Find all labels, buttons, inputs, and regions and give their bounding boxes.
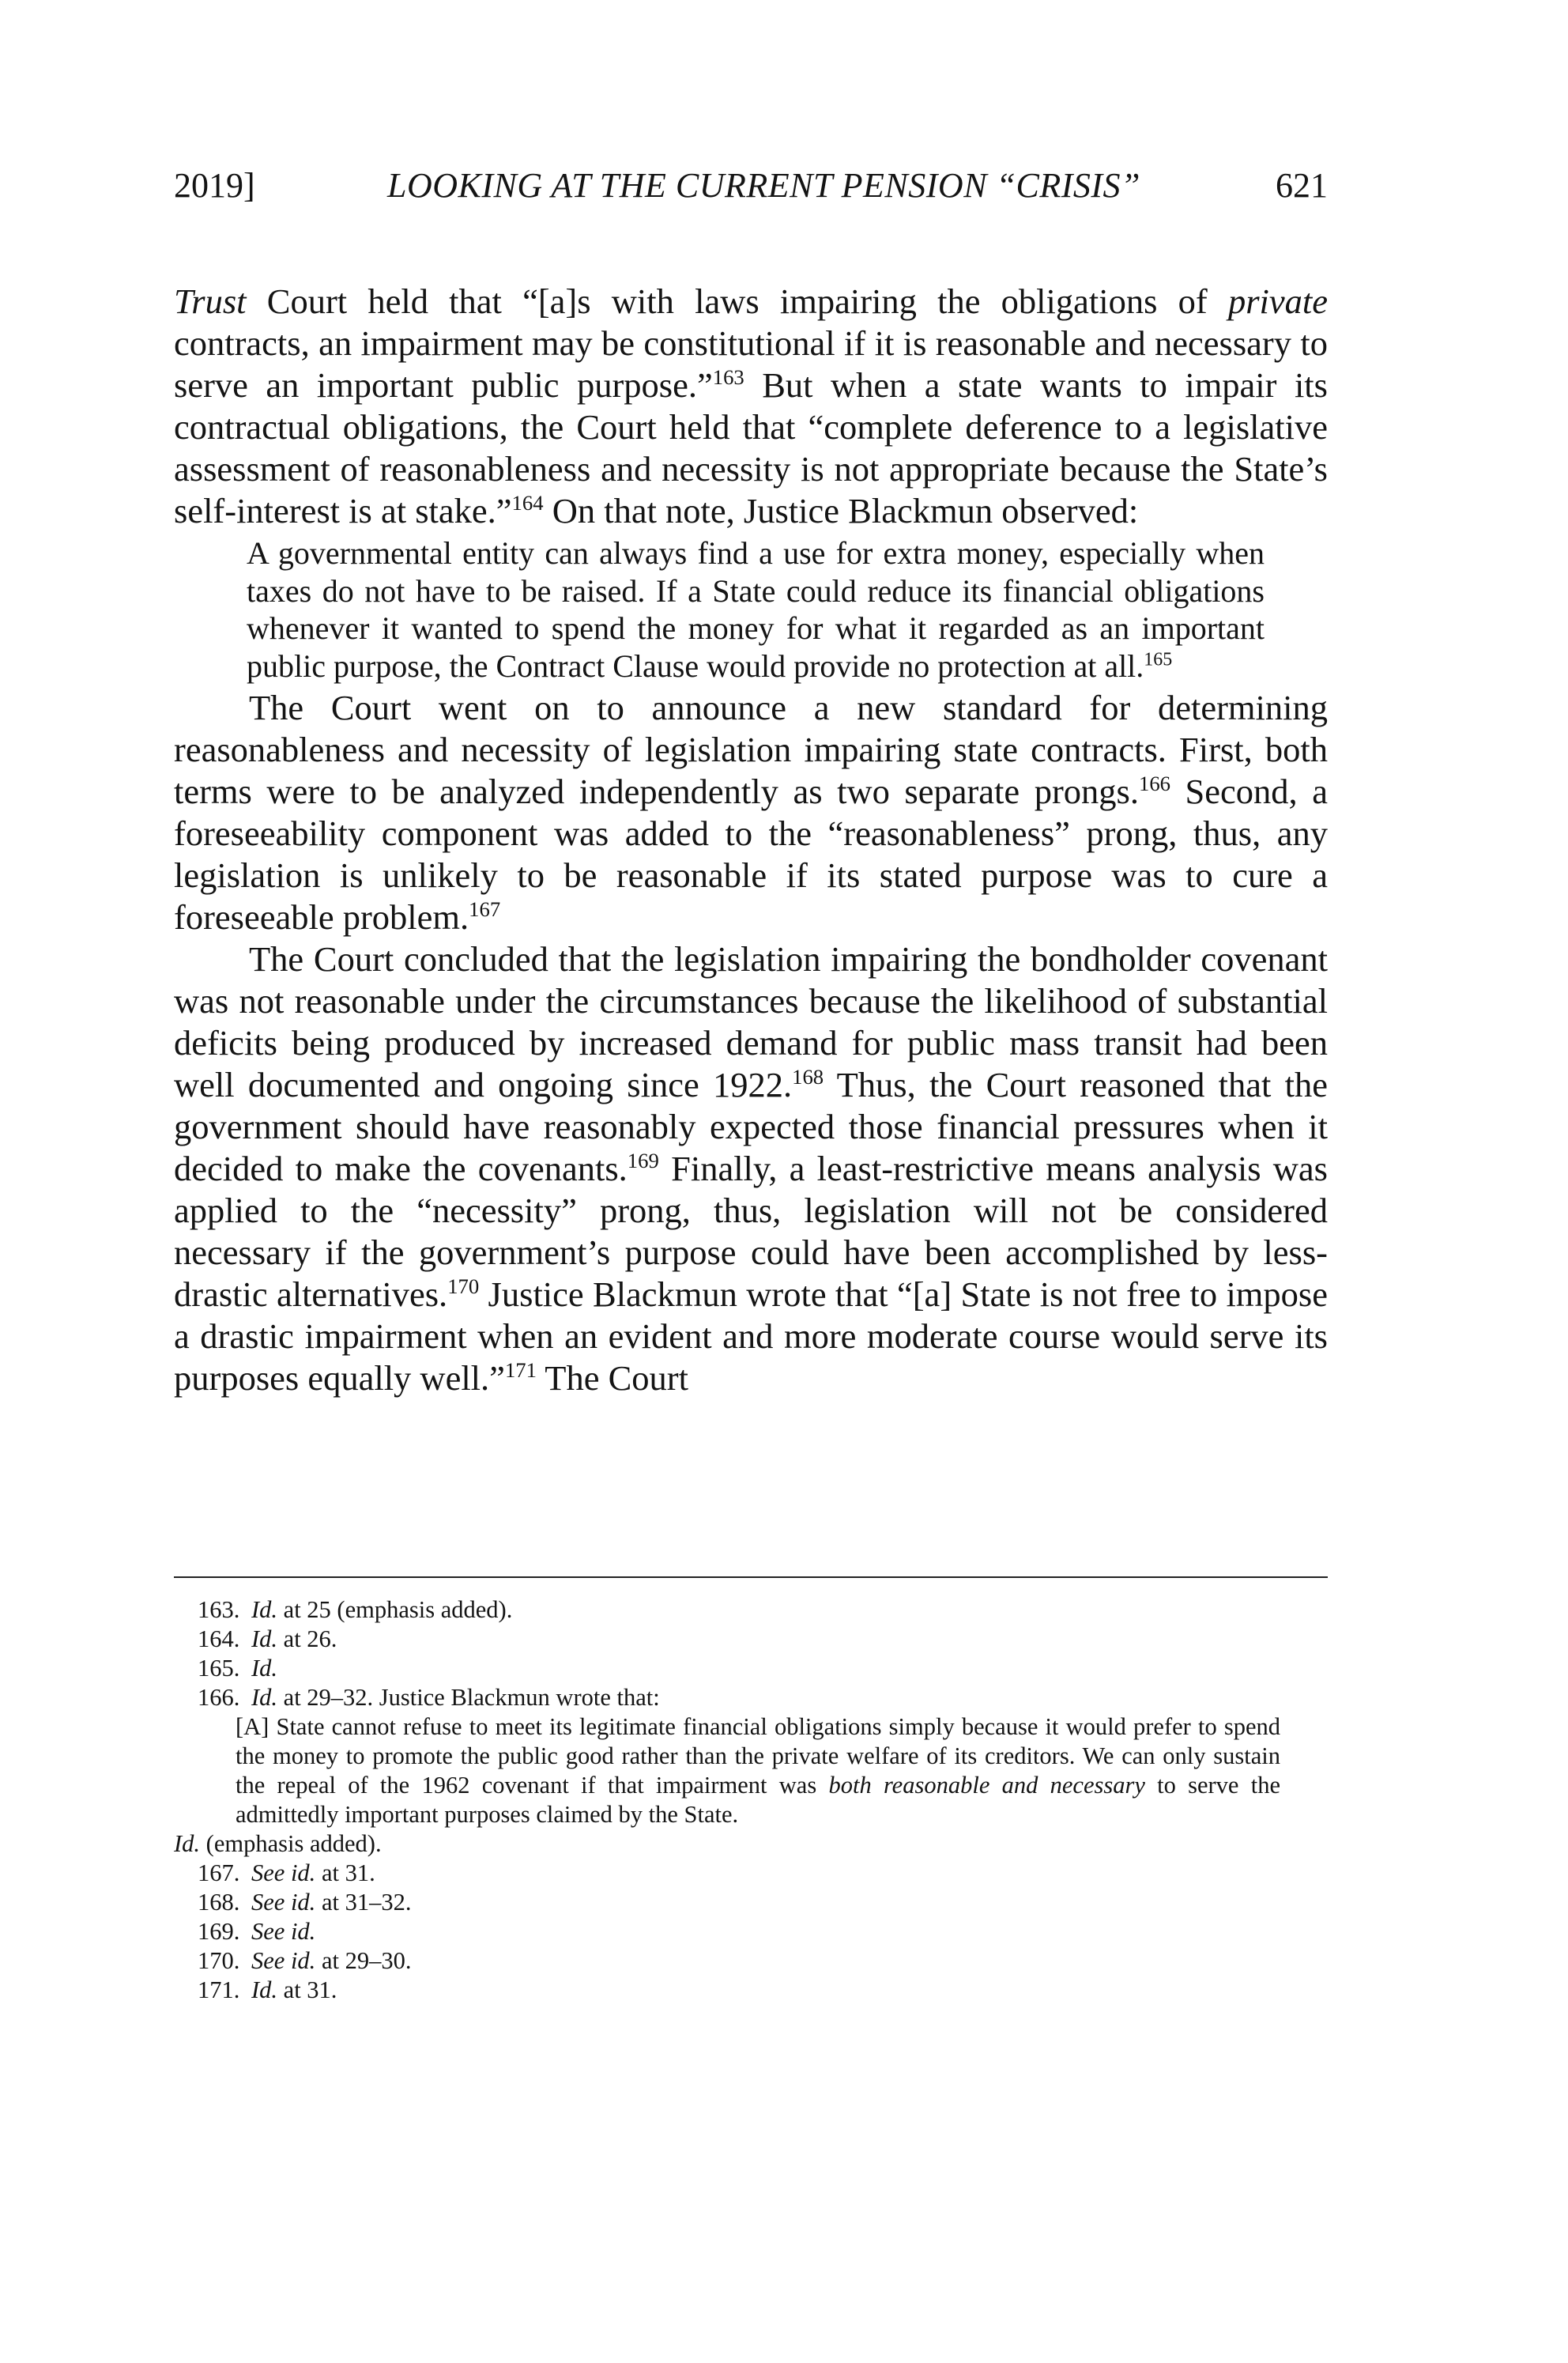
citation-signal: Id. [174,1830,201,1857]
footnote-number: 169. [198,1918,240,1945]
footnote-ref: 171 [504,1358,537,1383]
citation-signal: See id. [251,1947,316,1974]
citation-signal: Id. [251,1625,278,1652]
paragraph-3 [174,938,1328,1399]
footnote-number: 166. [198,1684,240,1711]
footnote-text: at 29–32. Justice Blackmun wrote that: [277,1684,660,1711]
footnote-166-quote [174,1712,1328,1829]
footnote-number: 167. [198,1859,240,1886]
text-run: Finally, a least-restrictive means analysis was applied to the “necessity” prong, thus, legislation will not be considered necessary if the government’s purpose could have been accomplished by less-drastic alternatives. [174,1149,1328,1314]
footnote-ref: 163 [712,365,744,390]
text-run: Justice Blackmun wrote that “[a] State is not free to impose a drastic impairment when an evident and more moderate course would serve its purposes equally well.” [174,1274,1328,1398]
footnote-164 [174,1625,1328,1654]
footnote-text: at 31. [277,1976,337,2003]
citation-signal: Id. [251,1684,278,1711]
emphasis-private: private [1227,281,1328,321]
block-quote [174,534,1328,685]
footnote-ref: 165 [1144,649,1173,670]
running-header [174,162,1328,209]
case-name-trust: Trust [174,281,247,321]
citation-signal: Id. [251,1976,278,2003]
text-run: contracts, an impairment may be constitutional if it is reasonable and necessary to serve an important public purpose.” [174,323,1328,405]
text-run: The Court went on to announce a new standard for determining reasonableness and necessity of legislation impairing state contracts. First, both terms were to be analyzed independently as two separate prongs. [174,688,1328,811]
paragraph-2 [174,687,1328,938]
footnote-170 [174,1946,1328,1976]
text-run: Thus, the Court reasoned that the government should have reasonably expected those financial pressures when it decided to make the covenants. [174,1065,1328,1188]
footnote-ref: 168 [792,1065,824,1089]
footnote-ref: 164 [511,491,544,515]
footnote-ref: 167 [469,897,501,922]
footnote-167 [174,1859,1328,1888]
footnote-number: 163. [198,1596,240,1623]
footnote-text: at 31. [315,1859,375,1886]
emphasis: both reasonable and necessary [828,1772,1145,1799]
text-run: The Court [536,1358,688,1398]
footnote-number: 165. [198,1655,240,1682]
citation-signal: Id. [251,1655,278,1682]
text-run: On that note, Justice Blackmun observed: [543,491,1139,530]
text-run: Court held that “[a]s with laws impairing the obligations of [246,281,1228,321]
text-run: The Court concluded that the legislation impairing the bondholder covenant was not reasonable under the circumstances because the likelihood of substantial deficits being produced by increased demand for public mass transit had been well documented and ongoing since 1922. [174,939,1328,1104]
quote-text: A governmental entity can always find a use for extra money, especially when taxes do not have to be raised. If a State could reduce its financial obligations whenever it wanted to spend the money for what it regarded as an important public purpose, the Contract Clause would provide no protection at all. [247,535,1265,684]
quote-text: to serve the admittedly important purposes claimed by the State. [236,1772,1280,1828]
footnote-number: 164. [198,1625,240,1652]
citation-signal: See id. [251,1889,316,1916]
footnote-text: (emphasis added). [200,1830,382,1857]
footnote-text: at 26. [277,1625,337,1652]
footnote-171 [174,1976,1328,2005]
footnote-text: at 25 (emphasis added). [277,1596,513,1623]
footnote-165 [174,1654,1328,1683]
footnote-number: 171. [198,1976,240,2003]
footnote-number: 168. [198,1889,240,1916]
text-run: Second, a foreseeability component was added to the “reasonableness” prong, thus, any legislation is unlikely to be reasonable if its stated purpose was to cure a foreseeable problem. [174,772,1328,937]
footnote-166 [174,1683,1328,1712]
header-year: 2019] [174,166,255,205]
paragraph-1 [174,281,1328,532]
citation-signal: See id. [251,1918,316,1945]
citation-signal: See id. [251,1859,316,1886]
footnote-ref: 169 [627,1149,659,1173]
footnote-166-cite [174,1829,1328,1859]
footnote-ref: 170 [447,1274,480,1299]
footnote-number: 170. [198,1947,240,1974]
footnote-ref: 166 [1138,772,1170,796]
footnotes [174,1595,1328,2005]
citation-signal: Id. [251,1596,278,1623]
footnote-163 [174,1595,1328,1625]
page-number: 621 [1276,166,1328,205]
footnote-divider [174,1576,1328,1578]
text-run: But when a state wants to impair its contractual obligations, the Court held that “complete deference to a legislative assessment of reasonableness and necessity is not appropriate because the State’s self-interest is at stake.” [174,365,1328,530]
footnote-169 [174,1917,1328,1946]
header-title: LOOKING AT THE CURRENT PENSION “CRISIS” [387,166,1141,205]
footnote-text: at 29–30. [315,1947,412,1974]
body-text [174,281,1328,1399]
quote-text: [A] State cannot refuse to meet its legitimate financial obligations simply because it would prefer to spend the money to promote the public good rather than the private welfare of its creditors. We can only sustain the repeal of the 1962 covenant if that impairment was [236,1713,1280,1799]
footnote-168 [174,1888,1328,1917]
footnote-text: at 31–32. [315,1889,412,1916]
